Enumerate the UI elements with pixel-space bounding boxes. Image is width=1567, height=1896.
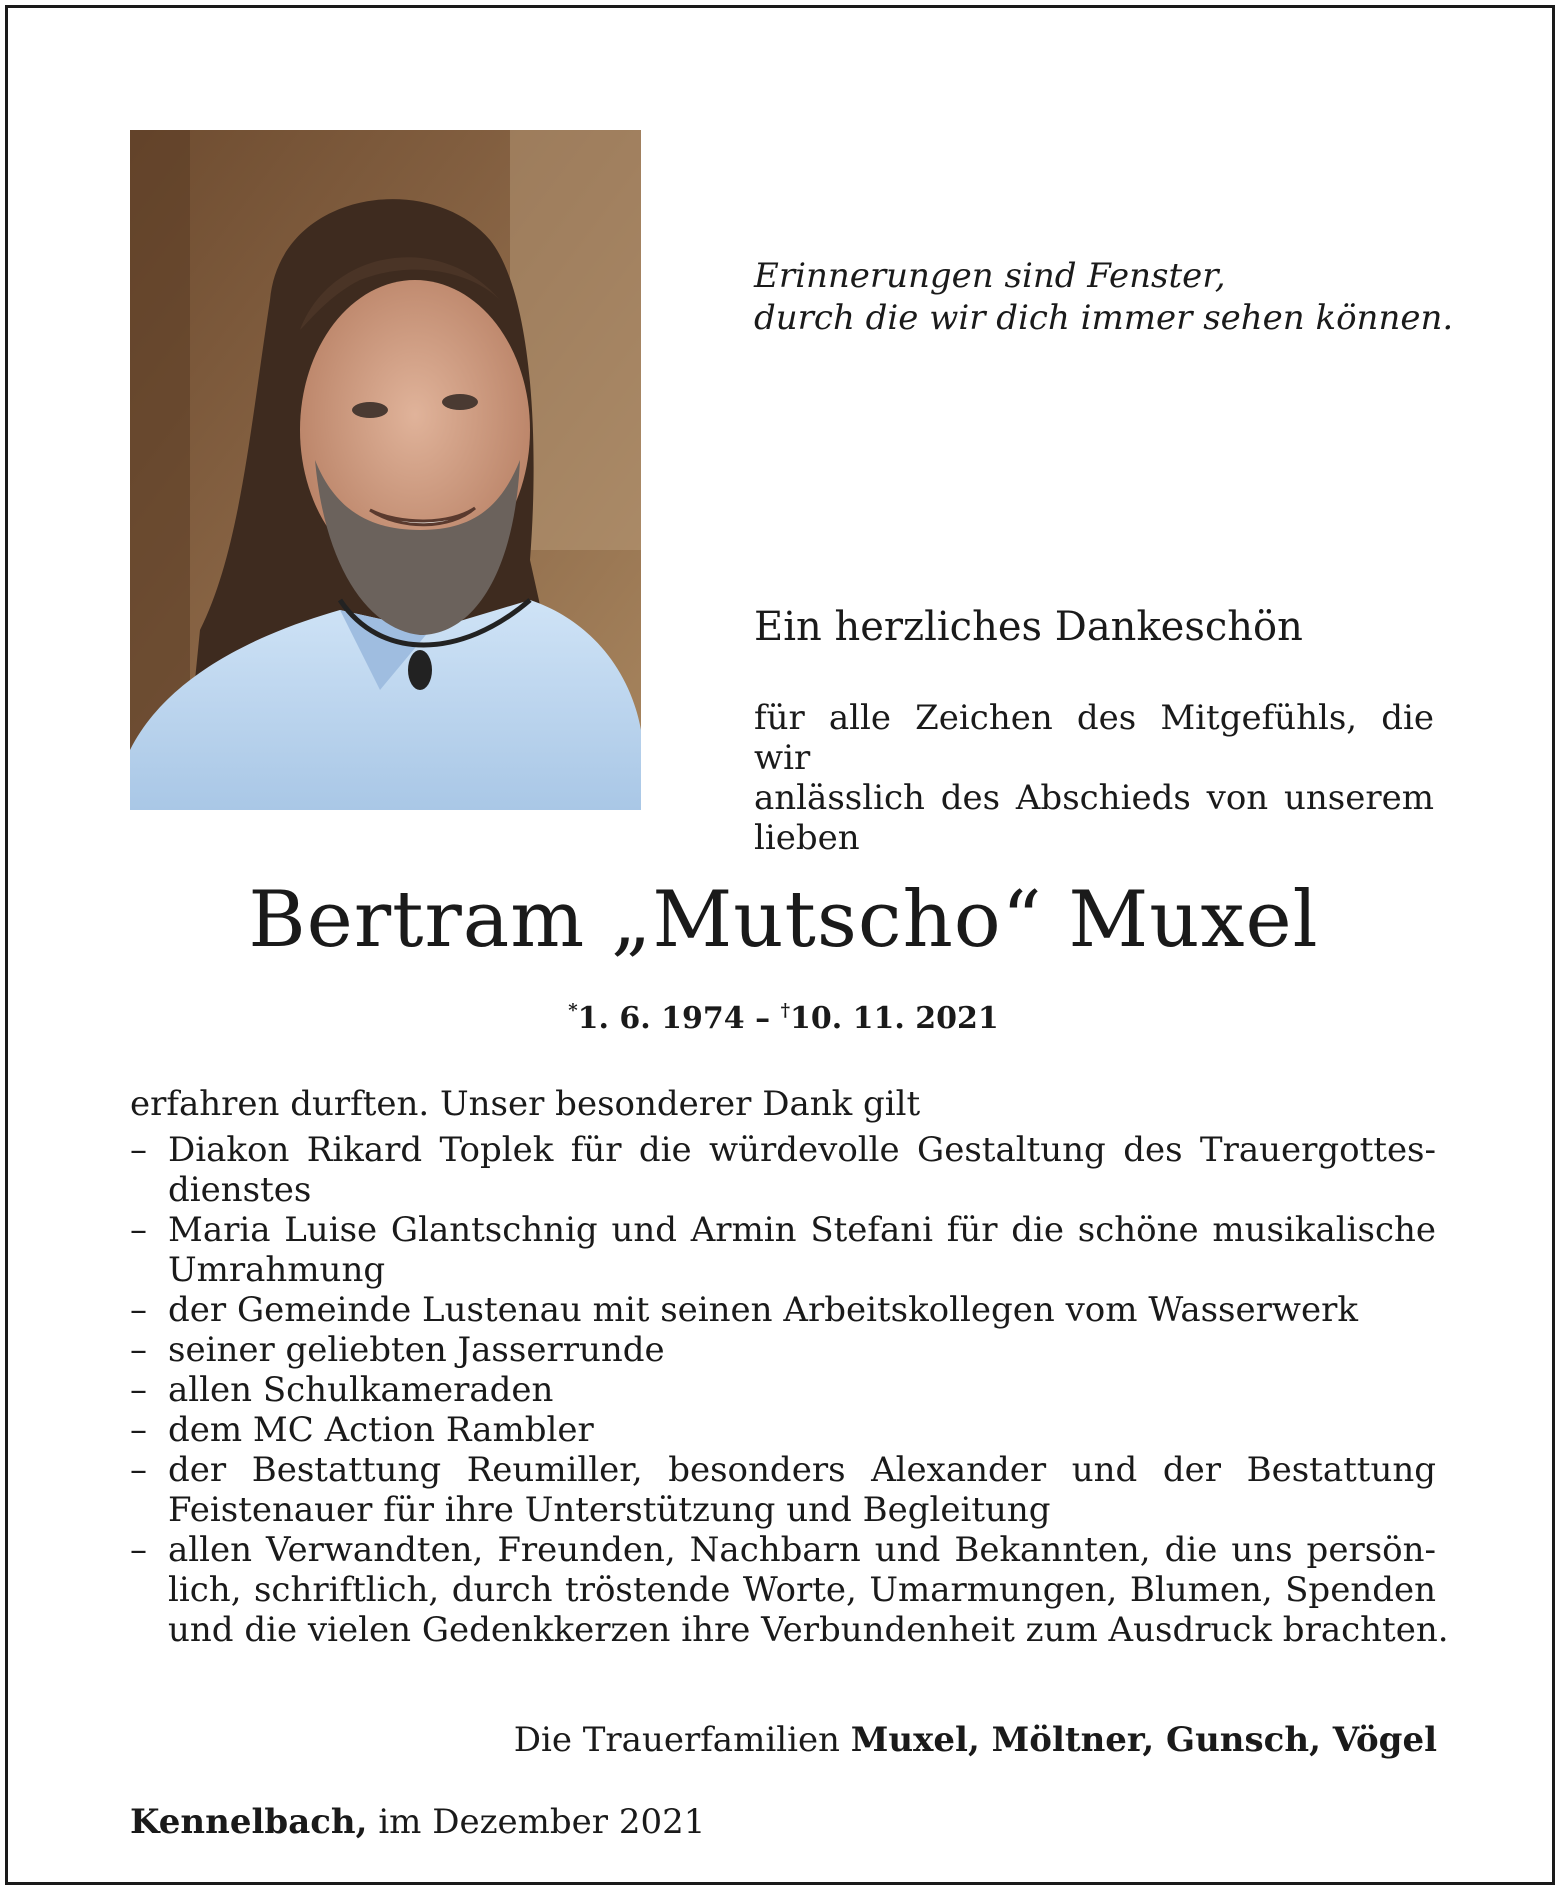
list-item-line: lich, schriftlich, durch tröstende Worte, Umarmungen, Blumen, Spenden bbox=[168, 1570, 1436, 1610]
list-item bbox=[130, 1370, 1436, 1410]
list-item-line: Diakon Rikard Toplek für die würdevolle Gestaltung des Trauergottes- bbox=[168, 1130, 1436, 1170]
thanks-list bbox=[130, 1130, 1449, 1650]
list-item-line: allen Verwandten, Freunden, Nachbarn und Bekannten, die uns persön- bbox=[168, 1530, 1436, 1570]
list-dash: – bbox=[130, 1450, 147, 1490]
deceased-name: Bertram „Mutscho“ Muxel bbox=[248, 875, 1319, 965]
thanks-intro-line-2: anlässlich des Abschieds von unserem bbox=[754, 778, 1434, 818]
list-item bbox=[130, 1290, 1436, 1330]
list-item-line: dienstes bbox=[168, 1170, 312, 1210]
birth-symbol: * bbox=[568, 1000, 578, 1021]
list-item-line: Umrahmung bbox=[168, 1250, 386, 1290]
list-dash: – bbox=[130, 1530, 147, 1570]
thanks-intro-line-3: lieben bbox=[754, 818, 860, 858]
list-item-line: und die vielen Gedenkkerzen ihre Verbundenheit zum Ausdruck brachten. bbox=[168, 1610, 1449, 1650]
list-item bbox=[130, 1330, 1436, 1370]
list-item bbox=[130, 1210, 1436, 1290]
list-dash: – bbox=[130, 1130, 147, 1170]
list-dash: – bbox=[130, 1210, 147, 1250]
quote-line-2: durch die wir dich immer sehen können. bbox=[754, 298, 1454, 338]
birth-date: 1. 6. 1974 bbox=[577, 1001, 745, 1036]
signature-prefix: Die Trauerfamilien bbox=[513, 1720, 840, 1760]
list-dash: – bbox=[130, 1290, 147, 1330]
list-item-line: der Gemeinde Lustenau mit seinen Arbeitskollegen vom Wasserwerk bbox=[168, 1290, 1358, 1330]
death-date: 10. 11. 2021 bbox=[789, 1001, 999, 1036]
list-item-line: seiner geliebten Jasserrunde bbox=[168, 1330, 665, 1370]
thanks-intro-line-1: für alle Zeichen des Mitgefühls, die wir bbox=[754, 698, 1434, 778]
closing-line bbox=[130, 1802, 705, 1842]
thanks-intro bbox=[754, 698, 1434, 858]
list-dash: – bbox=[130, 1330, 147, 1370]
death-symbol: † bbox=[780, 1000, 790, 1021]
thanks-heading: Ein herzliches Dankeschön bbox=[754, 604, 1303, 650]
thanks-lead: erfahren durften. Unser besonderer Dank gilt bbox=[130, 1084, 921, 1124]
list-item bbox=[130, 1530, 1449, 1650]
life-dates bbox=[0, 1000, 1567, 1036]
signature bbox=[514, 1720, 1437, 1760]
closing-place: Kennelbach, bbox=[130, 1802, 368, 1842]
list-dash: – bbox=[130, 1410, 147, 1450]
list-item-line: Maria Luise Glantschnig und Armin Stefani für die schöne musikalische bbox=[168, 1210, 1436, 1250]
list-item bbox=[130, 1410, 1436, 1450]
list-item-line: der Bestattung Reumiller, besonders Alexander und der Bestattung bbox=[168, 1450, 1436, 1490]
list-item bbox=[130, 1450, 1436, 1530]
list-item-line: Feistenauer für ihre Unterstützung und Begleitung bbox=[168, 1490, 1051, 1530]
list-item bbox=[130, 1130, 1436, 1210]
portrait-photo bbox=[130, 130, 641, 810]
family-names: Muxel, Möltner, Gunsch, Vögel bbox=[850, 1720, 1437, 1760]
date-separator: – bbox=[744, 1001, 781, 1036]
list-item-line: dem MC Action Rambler bbox=[168, 1410, 594, 1450]
list-item-line: allen Schulkameraden bbox=[168, 1370, 554, 1410]
list-dash: – bbox=[130, 1370, 147, 1410]
closing-date: im Dezember 2021 bbox=[378, 1802, 706, 1842]
memorial-quote bbox=[754, 255, 1453, 339]
quote-line-1: Erinnerungen sind Fenster, bbox=[754, 256, 1226, 296]
